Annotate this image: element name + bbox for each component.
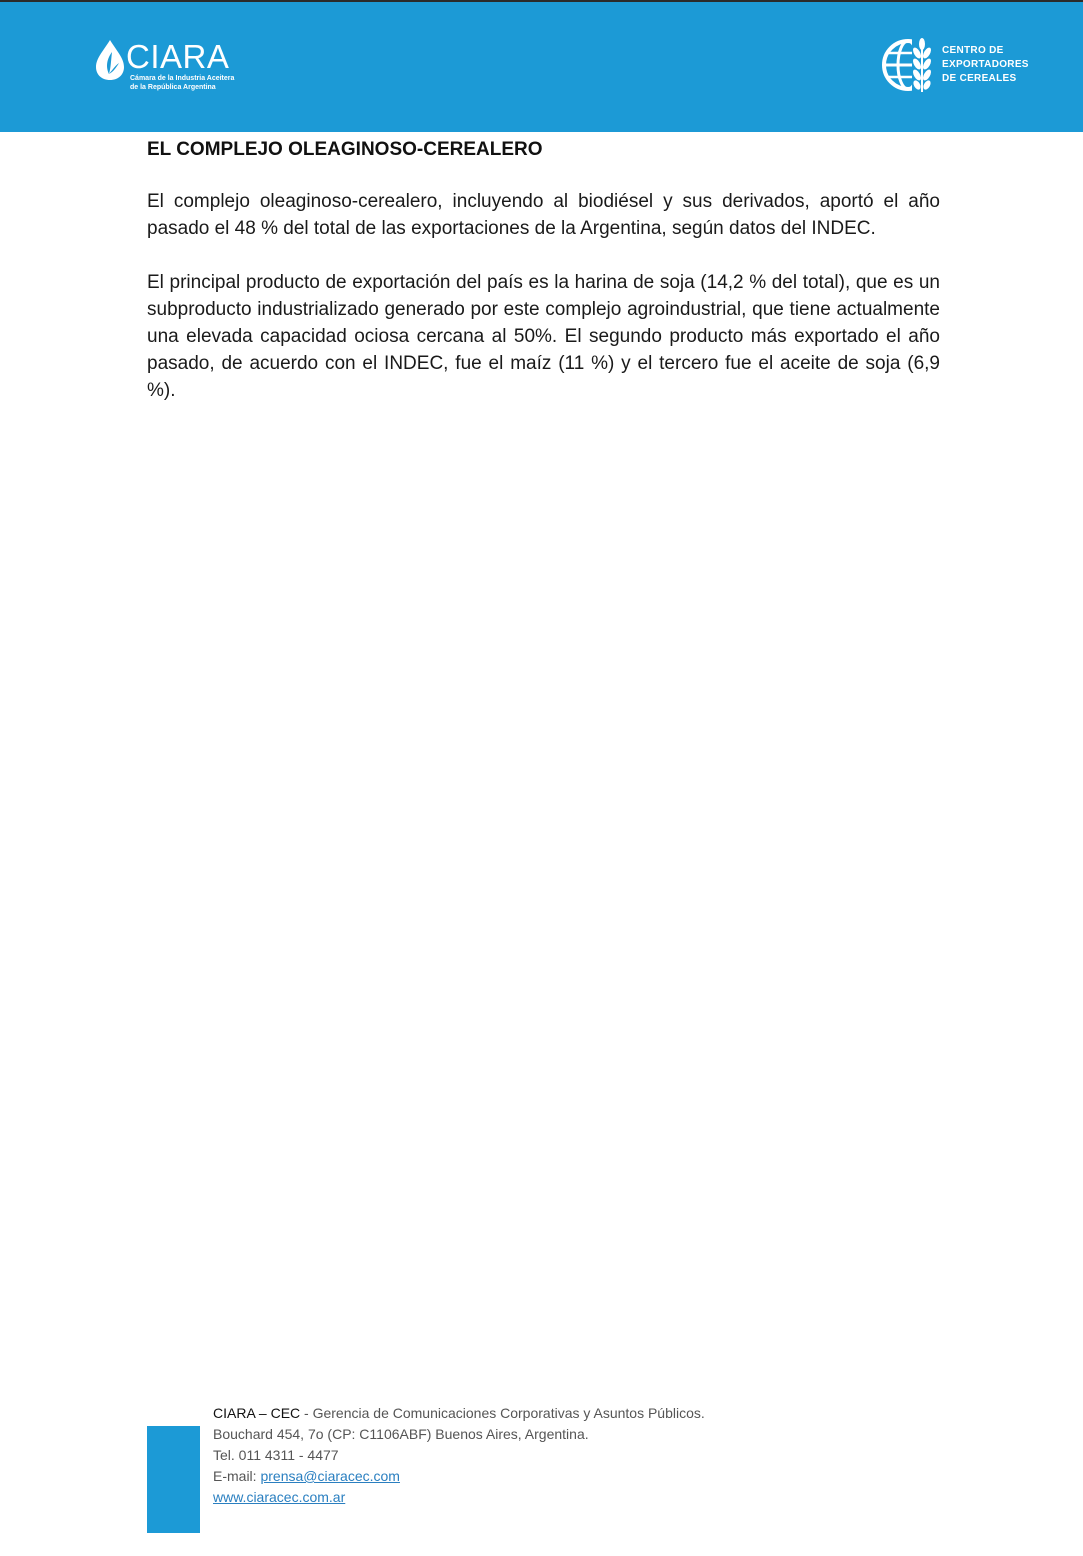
header-band xyxy=(0,2,1083,132)
document-title: EL COMPLEJO OLEAGINOSO-CEREALERO xyxy=(147,139,543,160)
ciara-logo xyxy=(92,38,242,98)
footer-email-label: E-mail: xyxy=(213,1468,261,1484)
document-body xyxy=(147,136,940,431)
footer-email-line xyxy=(213,1466,853,1487)
footer-address: Bouchard 454, 7o (CP: C1106ABF) Buenos Aires, Argentina. xyxy=(213,1426,589,1442)
cec-line2: EXPORTADORES xyxy=(942,59,1029,70)
footer-phone: Tel. 011 4311 - 4477 xyxy=(213,1447,339,1463)
footer-contact xyxy=(213,1403,853,1508)
ciara-subtitle-line1: Cámara de la Industria Aceitera xyxy=(130,75,235,82)
footer-org-line xyxy=(213,1403,853,1424)
footer-email-link[interactable]: prensa@ciaracec.com xyxy=(260,1468,400,1484)
cec-line3: DE CEREALES xyxy=(942,73,1017,84)
ciara-subtitle xyxy=(130,74,234,92)
ciara-subtitle-line2: de la República Argentina xyxy=(130,84,216,91)
paragraph-1: El complejo oleaginoso-cerealero, incluyendo al biodiésel y sus derivados, aportó el año pasado el 48 % del total de las exportaciones de la Argentina, según datos del INDEC. xyxy=(147,191,940,239)
footer-website-link[interactable]: www.ciaracec.com.ar xyxy=(213,1489,346,1505)
ciara-wordmark: CIARA xyxy=(126,38,230,75)
footer-department: - Gerencia de Comunicaciones Corporativas y Asuntos Públicos. xyxy=(300,1405,705,1421)
cec-logo xyxy=(882,34,1052,98)
leaf-drop-icon xyxy=(92,38,128,82)
globe-wheat-icon xyxy=(882,34,940,96)
footer-org: CIARA – CEC xyxy=(213,1405,301,1421)
cec-logo-text xyxy=(942,44,1029,86)
paragraph-2: El principal producto de exportación del país es la harina de soja (14,2 % del total), que es un subproducto industrializado generado por este complejo agroindustrial, que tiene actualmente una elevada capacidad ociosa cercana al 50%. El segundo producto más exportado el año pasado, de acuerdo con el INDEC, fue el maíz (11 %) y el tercero fue el aceite de soja (6,9 %). xyxy=(147,272,940,401)
footer-website-line xyxy=(213,1487,853,1508)
footer-accent-bar xyxy=(147,1426,200,1533)
cec-line1: CENTRO DE xyxy=(942,45,1004,56)
